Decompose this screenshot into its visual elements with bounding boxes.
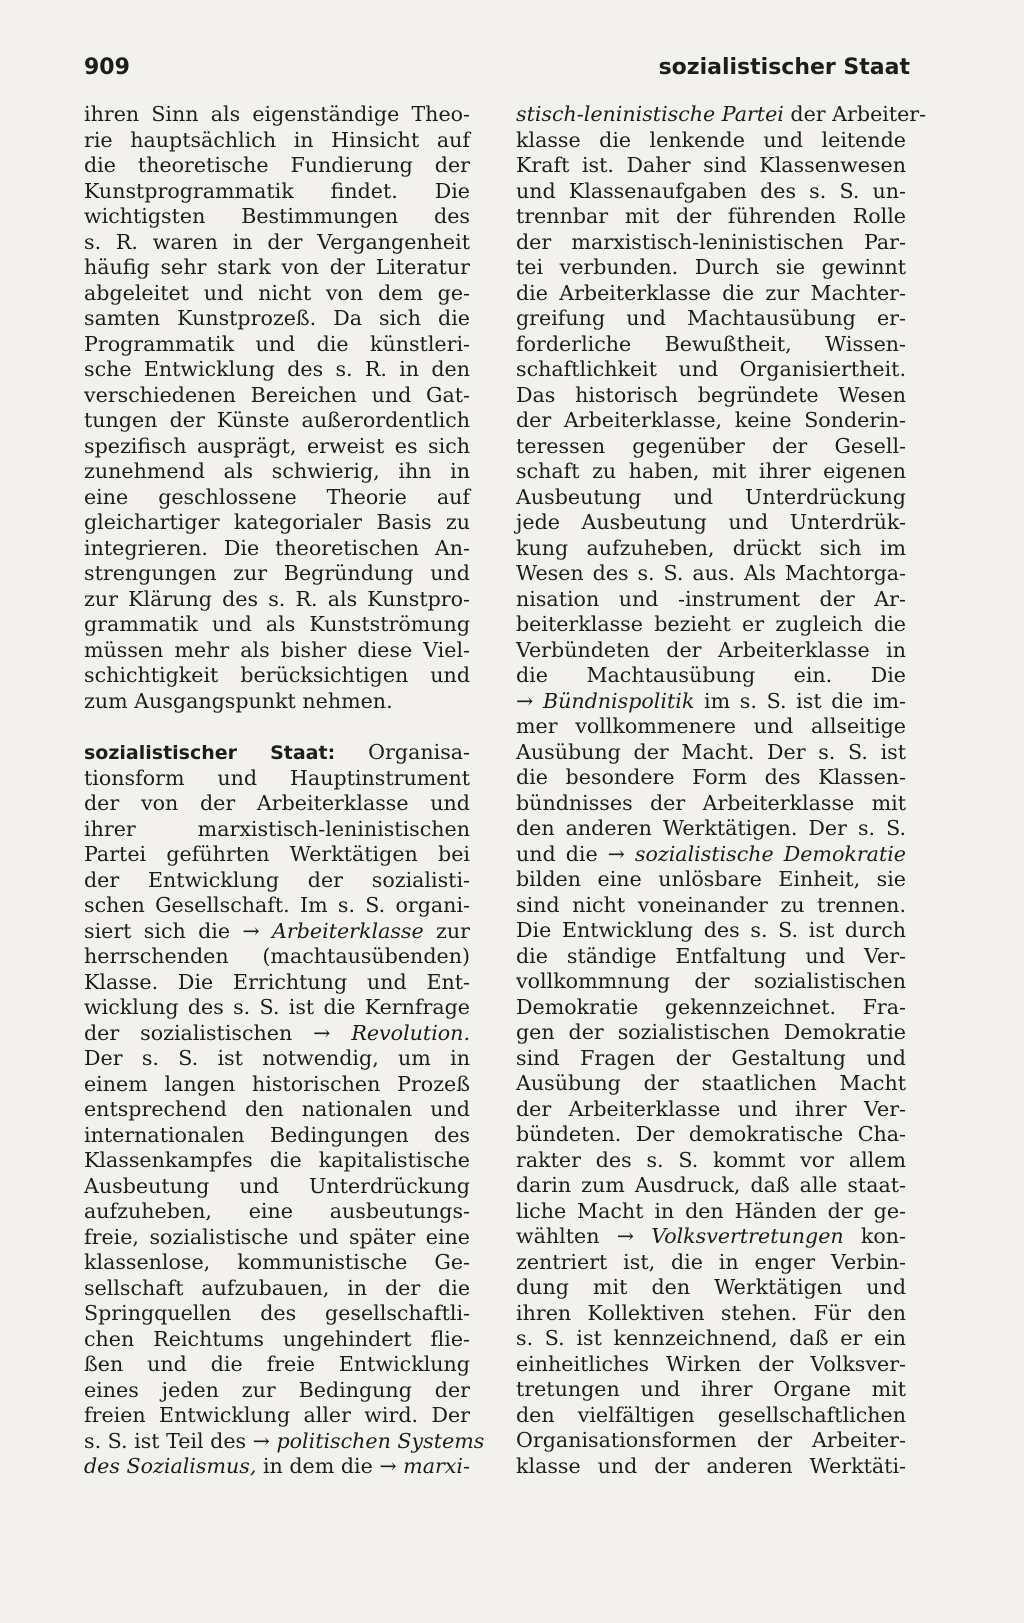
text-line: Springquellen des gesellschaftli- (84, 1301, 470, 1325)
text-line: verschiedenen Bereichen und Gat- (84, 382, 470, 407)
text-span: siert sich die → (84, 918, 273, 943)
text-line: Demokratie gekennzeichnet. Fra- (516, 994, 906, 1019)
text-line: sellschaft aufzubauen, in der die (84, 1275, 470, 1300)
text-line: kung aufzuheben, drückt sich im (516, 535, 906, 560)
text-line: teressen gegenüber der Gesell- (516, 433, 906, 458)
text-line: Kraft ist. Daher sind Klassenwesen (516, 153, 906, 177)
text-line: müssen mehr als bisher diese Viel- (84, 637, 470, 662)
text-line: freien Entwicklung aller wird. Der (84, 1403, 470, 1427)
entry-lines-c (516, 867, 906, 1224)
text-line (84, 1428, 485, 1455)
text-line: die besondere Form des Klassen- (516, 765, 906, 789)
text-line: internationalen Bedingungen des (84, 1122, 470, 1147)
entry-heading-line (84, 740, 470, 766)
text-span: und die → (516, 841, 635, 866)
text-line: bündeten. Der demokratische Cha- (516, 1122, 906, 1146)
text-line (84, 1454, 470, 1480)
page-header (84, 48, 910, 88)
text-line: bilden eine unlösbare Einheit, sie (516, 867, 906, 891)
text-line: Ausbeutung und Unterdrückung (84, 1173, 470, 1198)
text-line: häufig sehr stark von der Literatur (84, 255, 470, 279)
text-line: s. R. waren in der Vergangenheit (84, 229, 470, 254)
text-line: gen der sozialistischen Demokratie (516, 1020, 906, 1044)
text-line: herrschenden (machtausübenden) (84, 944, 470, 968)
text-line: forderliche Bewußtheit, Wissen- (516, 331, 906, 356)
entry-lines-a (516, 128, 906, 689)
text-line: strengungen zur Begründung und (84, 561, 470, 585)
text-span: kon- (843, 1224, 906, 1248)
text-line: den anderen Werktätigen. Der s. S. (516, 816, 906, 840)
entry-lines-2 (84, 944, 470, 1021)
text-line: Kunstprogrammatik findet. Die (84, 178, 470, 203)
crossref-volksvertretungen: Volksvertretungen (651, 1224, 844, 1248)
crossref-demokratie: sozialistische Demokratie (634, 841, 906, 866)
text-line: s. S. ist kennzeichnend, daß er ein (516, 1326, 906, 1350)
text-span: im s. S. ist die im- (694, 688, 906, 713)
text-line: Ausbeutung und Unterdrückung (516, 484, 906, 509)
text-line: ihrer marxistisch-leninistischen (84, 816, 470, 841)
text-line: bündnisses der Arbeiterklasse mit (516, 790, 906, 815)
text-line: die ständige Entfaltung und Ver- (516, 943, 906, 968)
text-line: Programmatik und die künstleri- (84, 331, 470, 356)
text-span: der sozialistischen → (84, 1020, 352, 1045)
text-line: Verbündeten der Arbeiterklasse in (516, 637, 906, 662)
text-line: ihren Sinn als eigenständige Theo- (84, 102, 470, 126)
text-line (516, 842, 906, 868)
text-line: ßen und die freie Entwicklung (84, 1352, 470, 1376)
text-line (516, 1224, 906, 1250)
text-line: klasse die lenkende und leitende (516, 127, 906, 152)
text-span: s. S. ist Teil des → (84, 1428, 277, 1453)
text-line: vollkommnung der sozialistischen (516, 969, 906, 993)
text-span: zur (423, 918, 470, 943)
text-span: wählten → (516, 1224, 652, 1248)
text-line: sche Entwicklung des s. R. in den (84, 357, 470, 381)
text-line: klassenlose, kommunistische Ge- (84, 1250, 470, 1274)
text-line: spezifisch ausprägt, erweist es sich (84, 433, 470, 458)
text-line: liche Macht in den Händen der ge- (516, 1198, 906, 1223)
text-line: darin zum Ausdruck, daß alle staat- (516, 1173, 906, 1197)
text-span: der Arbeiter- (783, 102, 927, 126)
text-line: und Klassenaufgaben des s. S. un- (516, 178, 906, 203)
text-line: eine geschlossene Theorie auf (84, 484, 470, 509)
text-line: der von der Arbeiterklasse und (84, 791, 470, 815)
text-line: Partei geführten Werktätigen bei (84, 842, 470, 866)
text-line: tungen der Künste außerordentlich (84, 408, 470, 432)
entry-lines-1 (84, 766, 470, 919)
text-span: Organisa- (335, 740, 471, 764)
text-line: der Arbeiterklasse, keine Sonderin- (516, 408, 906, 432)
text-line: klasse und der anderen Werktäti- (516, 1453, 906, 1478)
text-line: schaftlichkeit und Organisiertheit. (516, 357, 906, 381)
text-line: den vielfältigen gesellschaftlichen (516, 1402, 906, 1427)
entry-lines-3 (84, 1046, 470, 1429)
text-line: wichtigsten Bestimmungen des (84, 204, 470, 228)
crossref-sozialismus: des Sozialismus, (84, 1454, 257, 1478)
text-line: tionsform und Hauptinstrument (84, 765, 470, 790)
text-line: rakter des s. S. kommt vor allem (516, 1147, 906, 1172)
text-line: chen Reichtums ungehindert flie- (84, 1326, 470, 1351)
text-line: Klasse. Die Errichtung und Ent- (84, 969, 470, 994)
text-line (516, 102, 927, 128)
text-line: Ausübung der Macht. Der s. S. ist (516, 739, 906, 764)
text-line: wicklung des s. S. ist die Kernfrage (84, 995, 470, 1019)
text-line (84, 919, 470, 945)
text-line: Organisationsformen der Arbeiter- (516, 1428, 906, 1452)
text-line: schen Gesellschaft. Im s. S. organi- (84, 893, 470, 917)
crossref-buendnispolitik: Bündnispolitik (542, 688, 695, 713)
text-line: eines jeden zur Bedingung der (84, 1377, 470, 1402)
crossref-marxistisch: marxi- (403, 1454, 470, 1478)
text-line: Das historisch begründete Wesen (516, 382, 906, 407)
text-line: Der s. S. ist notwendig, um in (84, 1046, 470, 1070)
paragraph-continuation (84, 102, 470, 714)
text-line: die Machtausübung ein. Die (516, 663, 906, 687)
text-line: Klassenkampfes die kapitalistische (84, 1148, 470, 1172)
text-line: freie, sozialistische und später eine (84, 1224, 470, 1249)
text-line: gleichartiger kategorialer Basis zu (84, 510, 470, 534)
text-line: dung mit den Werktätigen und (516, 1275, 906, 1299)
text-line: ihren Kollektiven stehen. Für den (516, 1300, 906, 1325)
page-number: 909 (84, 55, 130, 80)
text-line: beiterklasse bezieht er zugleich die (516, 612, 906, 636)
text-line: einheitliches Wirken der Volksver- (516, 1351, 906, 1376)
text-line (516, 689, 906, 715)
left-column (84, 102, 485, 1480)
text-line: schaft zu haben, mit ihrer eigenen (516, 459, 906, 483)
text-line: Die Entwicklung des s. S. ist durch (516, 918, 906, 942)
text-line: samten Kunstprozeß. Da sich die (84, 306, 470, 330)
right-column (516, 102, 927, 1479)
text-line: zentriert ist, die in enger Verbin- (516, 1249, 906, 1274)
text-line: Ausübung der staatlichen Macht (516, 1071, 906, 1095)
crossref-partei: stisch-leninistische Partei (516, 102, 784, 126)
text-line: jede Ausbeutung und Unterdrük- (516, 510, 906, 534)
text-line: aufzuheben, eine ausbeutungs- (84, 1199, 470, 1223)
text-line: greifung und Machtausübung er- (516, 306, 906, 330)
text-line: nisation und -instrument der Ar- (516, 586, 906, 611)
entry-lines-d (516, 1250, 906, 1480)
text-line: die theoretische Fundierung der (84, 153, 470, 177)
text-line: der Entwicklung der sozialisti- (84, 867, 470, 892)
text-line: zunehmend als schwierig, ihn in (84, 459, 470, 483)
text-line: schichtigkeit berücksichtigen und (84, 663, 470, 687)
crossref-politisches-system: politischen Systems (276, 1428, 485, 1453)
text-line: die Arbeiterklasse die zur Machter- (516, 280, 906, 305)
text-line: der marxistisch-leninistischen Par- (516, 229, 906, 254)
text-span: in dem die → (256, 1454, 404, 1478)
text-line: Wesen des s. S. aus. Als Machtorga- (516, 561, 906, 585)
crossref-arbeiterklasse: Arbeiterklasse (272, 918, 424, 943)
text-line: grammatik und als Kunstströmung (84, 612, 470, 636)
text-line: abgeleitet und nicht von dem ge- (84, 280, 470, 305)
text-line (84, 1021, 470, 1047)
text-line: sind Fragen der Gestaltung und (516, 1045, 906, 1070)
text-line: zur Klärung des s. R. als Kunstpro- (84, 586, 470, 611)
entry-keyword: sozialistischer Staat: (84, 742, 336, 764)
text-line: mer vollkommenere und allseitige (516, 714, 906, 738)
text-line: sind nicht voneinander zu trennen. (516, 892, 906, 917)
running-head: sozialistischer Staat (658, 55, 910, 80)
text-line: entsprechend den nationalen und (84, 1097, 470, 1121)
text-line: trennbar mit der führenden Rolle (516, 204, 906, 228)
text-span: → (516, 688, 543, 713)
text-line: tretungen und ihrer Organe mit (516, 1377, 906, 1401)
paragraph-gap (84, 714, 470, 740)
text-line: tei verbunden. Durch sie gewinnt (516, 255, 906, 279)
text-line: integrieren. Die theoretischen An- (84, 535, 470, 560)
crossref-revolution: Revolution. (351, 1020, 470, 1045)
text-line: zum Ausgangspunkt nehmen. (84, 688, 393, 713)
text-line: der Arbeiterklasse und ihrer Ver- (516, 1096, 906, 1121)
entry-lines-b (516, 714, 906, 842)
text-line: einem langen historischen Prozeß (84, 1071, 470, 1096)
text-line: rie hauptsächlich in Hinsicht auf (84, 127, 470, 152)
